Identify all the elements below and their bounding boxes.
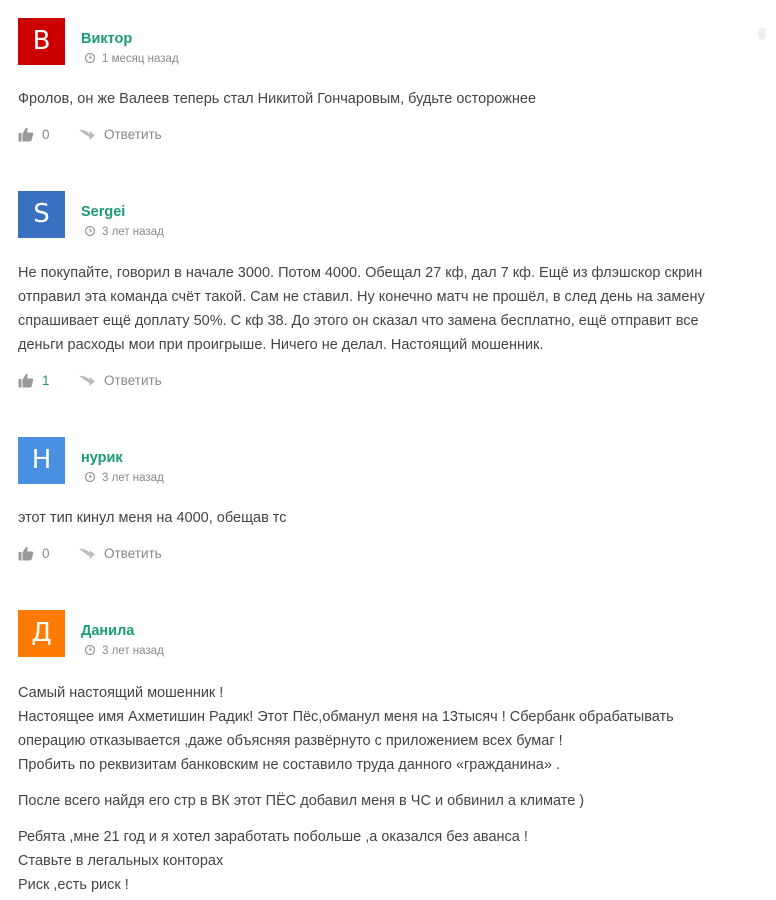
- like-count: 0: [42, 545, 50, 561]
- comment-text: [18, 506, 758, 530]
- comment-line: Ставьте в легальных конторах: [18, 853, 224, 869]
- reply-arrow-icon: [78, 547, 96, 560]
- reply-button[interactable]: [78, 546, 162, 561]
- comment-paragraph: [18, 681, 758, 777]
- like-count: 0: [42, 126, 50, 142]
- comment-actions: [18, 369, 758, 391]
- avatar[interactable]: Д: [18, 610, 65, 657]
- avatar[interactable]: Н: [18, 437, 65, 484]
- author-name[interactable]: Данила: [81, 623, 135, 639]
- reply-button[interactable]: [78, 373, 162, 388]
- comment-text: [18, 87, 758, 111]
- comment-paragraph: [18, 825, 758, 897]
- avatar[interactable]: S: [18, 191, 65, 238]
- comment-time[interactable]: 3 лет назад: [102, 472, 164, 484]
- comment-line: деньги расходы мои при проигрыше. Ничего не делал. Настоящий мошенник.: [18, 337, 544, 353]
- reply-button[interactable]: [78, 127, 162, 142]
- like-button[interactable]: [18, 546, 78, 561]
- comment-actions: [18, 542, 758, 564]
- thumbs-up-icon: [18, 373, 34, 388]
- comment: [18, 191, 758, 391]
- comment-time[interactable]: 1 месяц назад: [102, 53, 179, 65]
- like-count: 1: [42, 372, 50, 388]
- comment-time[interactable]: 3 лет назад: [102, 645, 164, 657]
- comment-actions: [18, 123, 758, 145]
- comment-line: этот тип кинул меня на 4000, обещав тс: [18, 510, 287, 526]
- comment-line: Пробить по реквизитам банковским не составило труда данного «гражданина» .: [18, 757, 560, 773]
- comment-line: Настоящее имя Ахметишин Радик! Этот Пёс,обманул меня на 13тысяч ! Сбербанк обрабатывать: [18, 709, 674, 725]
- clock-icon: [84, 471, 96, 483]
- clock-icon: [84, 644, 96, 656]
- comment-line: Самый настоящий мошенник !: [18, 685, 224, 701]
- scrollbar-thumb[interactable]: [758, 28, 766, 40]
- comment-meta: [84, 225, 164, 238]
- like-button[interactable]: [18, 373, 78, 388]
- comment-paragraph: [18, 506, 758, 530]
- comment-paragraph: [18, 87, 758, 111]
- comment: [18, 18, 758, 145]
- clock-icon: [84, 52, 96, 64]
- reply-label: Ответить: [104, 126, 162, 142]
- comment-header: [18, 610, 758, 656]
- comment-line: отправил эта команда счёт такой. Сам не ставил. Ну конечно матч не прошёл, в след день на замену: [18, 289, 705, 305]
- like-button[interactable]: [18, 127, 78, 142]
- reply-arrow-icon: [78, 374, 96, 387]
- thumbs-up-icon: [18, 127, 34, 142]
- comment: [18, 437, 758, 564]
- comment-meta: [84, 52, 179, 65]
- thumbs-up-icon: [18, 546, 34, 561]
- comment-line: После всего найдя его стр в ВК этот ПЁС добавил меня в ЧС и обвинил а климате ): [18, 793, 585, 809]
- author-name[interactable]: Виктор: [81, 31, 133, 47]
- comment: [18, 610, 758, 900]
- comment-line: Риск ,есть риск !: [18, 877, 129, 893]
- comment-line: Ребята ,мне 21 год и я хотел заработать побольше ,а оказался без аванса !: [18, 829, 528, 845]
- comment-paragraph: [18, 789, 758, 813]
- comment-header: [18, 18, 758, 64]
- comment-header: [18, 191, 758, 237]
- reply-label: Ответить: [104, 372, 162, 388]
- clock-icon: [84, 225, 96, 237]
- author-name[interactable]: Sergei: [81, 204, 126, 220]
- comment-meta: [84, 471, 164, 484]
- comment-line: Не покупайте, говорил в начале 3000. Потом 4000. Обещал 27 кф, дал 7 кф. Ещё из флэшскор скрин: [18, 265, 703, 281]
- comment-line: Фролов, он же Валеев теперь стал Никитой Гончаровым, будьте осторожнее: [18, 91, 537, 107]
- comment-text: [18, 681, 758, 897]
- comment-text: [18, 261, 758, 357]
- comment-header: [18, 437, 758, 483]
- comment-line: операцию отказывается ,даже объясняя развёрнуто с приложением всех бумаг !: [18, 733, 563, 749]
- reply-arrow-icon: [78, 128, 96, 141]
- comment-line: спрашивает ещё доплату 50%. С кф 38. До этого он сказал что замена бесплатно, ещё отправит все: [18, 313, 699, 329]
- comment-time[interactable]: 3 лет назад: [102, 226, 164, 238]
- comment-meta: [84, 644, 164, 657]
- avatar[interactable]: В: [18, 18, 65, 65]
- author-name[interactable]: нурик: [81, 450, 123, 466]
- reply-label: Ответить: [104, 545, 162, 561]
- comment-paragraph: [18, 261, 758, 357]
